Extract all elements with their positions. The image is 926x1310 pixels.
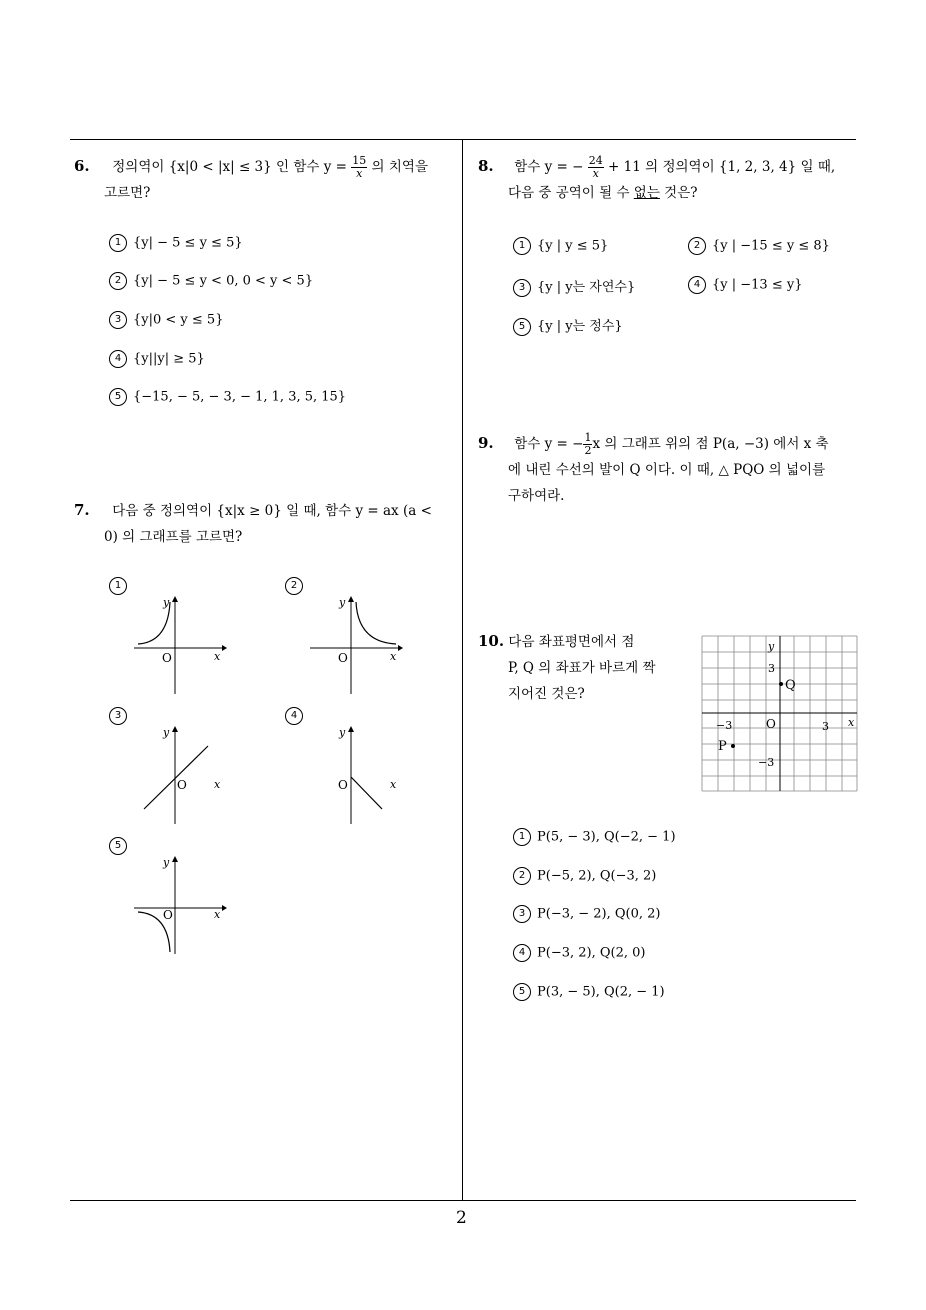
q7-graph-4 [306,722,406,827]
option-number-mark: 2 [109,272,127,290]
q7-option-4[interactable]: 4 [285,707,309,725]
grid-y-axis-label: y [768,640,775,653]
question-8-fraction: $\frac{24}{x}$ [588,154,603,180]
point-p [731,744,735,748]
question-6 [74,153,460,206]
q10-option-5[interactable]: 5 P(3, − 5), Q(2, − 1) [513,983,665,1001]
question-7-text-a: 다음 중 정의역이 {x|x ≥ 0} 일 때, 함수 y = ax (a < [112,503,432,519]
axis-label-y: y [339,726,346,739]
question-7-number: 7. [74,501,90,519]
question-9-number: 9. [478,434,494,452]
q7-option-1[interactable]: 1 [109,577,133,595]
axis-label-y: y [163,596,170,609]
q7-graph-1 [130,592,230,697]
grid-x-axis-label: x [848,716,855,729]
question-7-text-b: 0) 의 그래프를 고르면? [104,529,243,545]
question-8-number: 8. [478,157,494,175]
q7-graph-3 [130,722,230,827]
q7-option-5[interactable]: 5 [109,837,133,855]
option-number-mark: 5 [109,388,127,406]
axis-label-x: x [390,778,397,791]
point-p-label: P [718,739,727,754]
q6-option-5[interactable]: 5 {−15, − 5, − 3, − 1, 1, 3, 5, 15} [109,388,346,406]
question-6-text-b: 의 치역을 [367,159,429,175]
top-rule [70,139,856,140]
q8-option-5[interactable]: 5 {y | y는 정수} [513,315,623,336]
q8-option-1[interactable]: 1 {y | y ≤ 5} [513,237,608,255]
question-8-text-c: 다음 중 공역이 될 수 [508,185,634,201]
question-9-text-b: x 의 그래프 위의 점 P(a, −3) 에서 x 축 [592,436,829,452]
question-8-text-b: + 11 의 정의역이 {1, 2, 3, 4} 일 때, [603,159,836,175]
q10-option-4[interactable]: 4 P(−3, 2), Q(2, 0) [513,944,645,962]
axis-label-x: x [214,650,221,663]
question-8-emphasis: 없는 [633,185,660,201]
grid-origin-label: O [766,717,776,731]
question-9-text-a: 함수 y = − [514,436,584,452]
q8-option-2[interactable]: 2 {y | −15 ≤ y ≤ 8} [688,237,830,255]
origin-label: O [162,651,172,665]
question-10-text-b: P, Q 의 좌표가 바르게 짝 [508,660,656,676]
grid-xm3-label: −3 [716,719,733,732]
q7-graph-2 [306,592,406,697]
axis-label-x: x [214,778,221,791]
question-8-text-a: 함수 y = − [514,159,588,175]
option-number-mark: 3 [109,311,127,329]
question-10-number: 10. [478,632,505,650]
page-number: 2 [456,1208,467,1228]
question-6-number: 6. [74,157,90,175]
question-6-fraction: $\frac{15}{x}$ [352,154,367,180]
q7-option-2[interactable]: 2 [285,577,309,595]
axis-label-y: y [163,856,170,869]
question-9 [478,430,862,509]
q6-option-1[interactable]: 1 {y| − 5 ≤ y ≤ 5} [109,234,243,252]
q10-option-3[interactable]: 3 P(−3, − 2), Q(0, 2) [513,905,661,923]
question-10 [478,628,688,707]
q7-option-3[interactable]: 3 [109,707,133,725]
axis-label-x: x [390,650,397,663]
origin-label: O [163,908,173,922]
axis-label-y: y [163,726,170,739]
q6-option-4[interactable]: 4 {y||y| ≥ 5} [109,350,205,368]
question-8 [478,153,862,206]
q8-option-3[interactable]: 3 {y | y는 자연수} [513,276,635,297]
origin-label: O [177,778,187,792]
q8-option-4[interactable]: 4 {y | −13 ≤ y} [688,276,802,294]
q10-option-1[interactable]: 1 P(5, − 3), Q(−2, − 1) [513,828,676,846]
question-10-text-c: 지어진 것은? [508,686,585,702]
option-number-mark: 1 [109,234,127,252]
origin-label: O [338,651,348,665]
grid-y3-label: 3 [768,662,775,675]
q10-option-2[interactable]: 2 P(−5, 2), Q(−3, 2) [513,867,656,885]
q6-option-3[interactable]: 3 {y|0 < y ≤ 5} [109,311,223,329]
question-9-text-d: 구하여라. [508,488,565,504]
question-6-text-a: 정의역이 {x|0 < |x| ≤ 3} 인 함수 y = [112,159,352,175]
bottom-rule [70,1200,856,1201]
grid-x3-label: 3 [822,720,829,733]
q6-option-2[interactable]: 2 {y| − 5 ≤ y < 0, 0 < y < 5} [109,272,313,290]
question-6-text-c: 고르면? [104,185,151,201]
q7-graph-5 [130,852,230,957]
axis-label-y: y [339,596,346,609]
question-7 [74,497,460,550]
column-divider [462,139,463,1201]
q10-coordinate-grid [702,636,858,792]
point-q [779,682,783,686]
origin-label: O [338,778,348,792]
question-10-text-a: 다음 좌표평면에서 점 [508,634,635,650]
option-number-mark: 4 [109,350,127,368]
question-9-fraction: $\frac{1}{2}$ [584,431,592,457]
question-8-text-d: 것은? [659,185,698,201]
axis-label-x: x [214,908,221,921]
point-q-label: Q [785,678,796,693]
question-9-text-c: 에 내린 수선의 발이 Q 이다. 이 때, △ PQO 의 넓이를 [508,462,826,478]
grid-ym3-label: −3 [758,756,775,769]
